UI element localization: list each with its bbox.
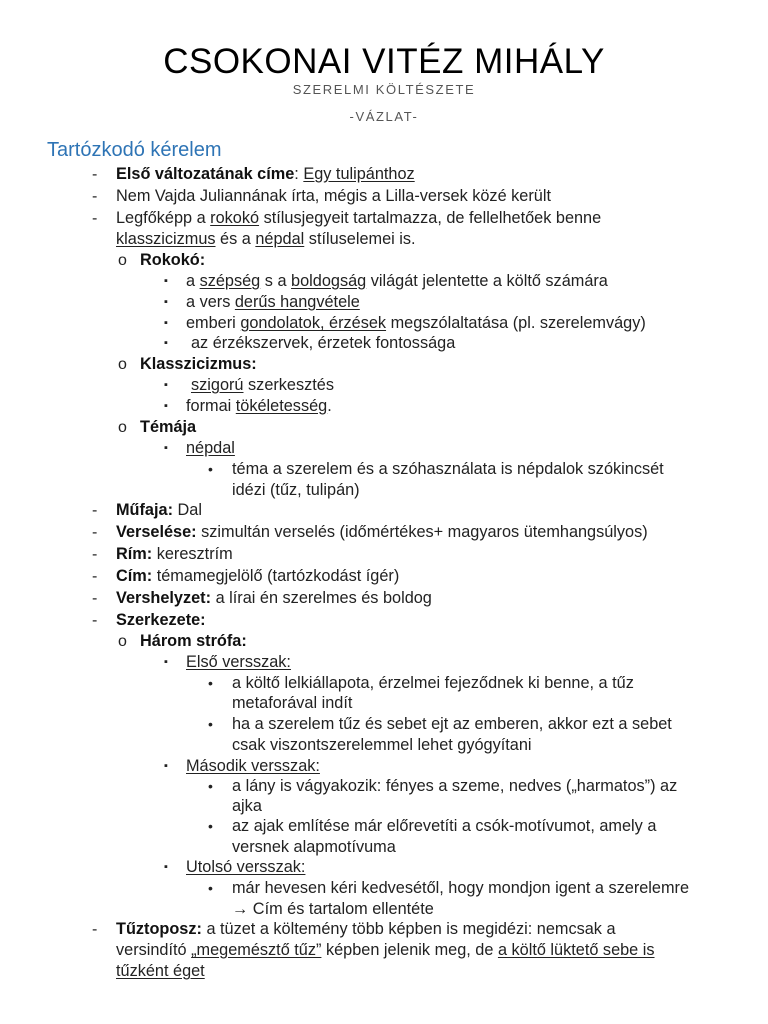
stanza-2-item-1-cont: ajka — [232, 797, 262, 815]
stanza-3-heading: Utolsó versszak: — [186, 858, 306, 876]
classicism-item-1: szigorú szerkesztés — [191, 376, 334, 394]
round-bullet: • — [208, 675, 213, 691]
dash-marker: - — [92, 590, 98, 607]
round-bullet: • — [208, 461, 213, 477]
theme-heading: Témája — [140, 418, 197, 436]
title-type-line: Cím: témamegjelölő (tartózkodást ígér) — [116, 567, 400, 585]
dash-marker: - — [92, 546, 98, 563]
stanza-1-item-2-cont: csak viszontszerelemmel lehet gyógyítani — [232, 736, 532, 754]
square-bullet: ▪ — [164, 442, 168, 454]
square-bullet: ▪ — [164, 275, 168, 287]
rococo-item-2: a vers derűs hangvétele — [186, 293, 360, 311]
stanza-1-item-1: a költő lelkiállapota, érzelmei fejeződnek ki benne, a tűz — [232, 674, 634, 692]
style-line: Legfőképp a rokokó stílusjegyeit tartalmazza, de fellelhetőek benne — [116, 209, 602, 227]
square-bullet: ▪ — [164, 861, 168, 873]
theme-sub-item-cont: idézi (tűz, tulipán) — [232, 481, 360, 499]
square-bullet: ▪ — [164, 656, 168, 668]
classicism-item-2: formai tökéletesség. — [186, 397, 332, 415]
dash-marker: - — [92, 188, 98, 205]
stanza-3-item-1-cont: → Cím és tartalom ellentéte — [232, 900, 434, 918]
document-title: CSOKONAI VITÉZ MIHÁLY — [163, 42, 605, 81]
first-title-line: Első változatának címe: Egy tulipánthoz — [116, 165, 415, 183]
structure-line: Szerkezete: — [116, 611, 206, 629]
round-bullet: • — [208, 818, 213, 834]
stanza-2-item-2-cont: versnek alapmotívuma — [232, 838, 396, 856]
fire-topos-line-end: tűzként éget — [116, 962, 205, 980]
round-bullet: • — [208, 716, 213, 732]
rococo-item-4: az érzékszervek, érzetek fontossága — [191, 334, 456, 352]
stanza-1-item-2: ha a szerelem tűz és sebet ejt az emberen, akkor ezt a sebet — [232, 715, 672, 733]
situation-line: Vershelyzet: a lírai én szerelmes és boldog — [116, 589, 432, 607]
dash-marker: - — [92, 502, 98, 519]
round-bullet: • — [208, 880, 213, 896]
stanza-2-item-2: az ajak említése már előrevetíti a csók-motívumot, amely a — [232, 817, 657, 835]
stanza-1-item-1-cont: metaforával indít — [232, 694, 353, 712]
dash-marker: - — [92, 524, 98, 541]
fire-topos-line: Tűztoposz: a tüzet a költemény több képben is megidézi: nemcsak a — [116, 920, 616, 938]
square-bullet: ▪ — [164, 760, 168, 772]
stanza-2-item-1: a lány is vágyakozik: fényes a szeme, nedves („harmatos”) az — [232, 777, 678, 795]
fire-topos-line-cont: versindító „megemésztő tűz” képben jelenik meg, de a költő lüktető sebe is — [116, 941, 655, 959]
rococo-item-3: emberi gondolatok, érzések megszólaltatása (pl. szerelemvágy) — [186, 314, 646, 332]
stanza-2-heading: Második versszak: — [186, 757, 320, 775]
rococo-heading: Rokokó: — [140, 251, 206, 269]
square-bullet: ▪ — [164, 379, 168, 391]
square-bullet: ▪ — [164, 317, 168, 329]
meter-line: Verselése: szimultán verselés (időmértékes+ magyaros ütemhangsúlyos) — [116, 523, 648, 541]
written-for-line: Nem Vajda Juliannának írta, mégis a Lilla-versek közé került — [116, 187, 551, 205]
classicism-heading: Klasszicizmus: — [140, 355, 257, 373]
document-subtitle: SZERELMI KÖLTÉSZETE — [292, 82, 476, 97]
circle-marker: o — [118, 252, 127, 269]
three-stanzas-heading: Három strófa: — [140, 632, 247, 650]
rhyme-line: Rím: keresztrím — [116, 545, 233, 563]
stanza-3-item-1: már hevesen kéri kedvesétől, hogy mondjon igent a szerelemre — [232, 879, 690, 897]
square-bullet: ▪ — [164, 296, 168, 308]
circle-marker: o — [118, 419, 127, 436]
dash-marker: - — [92, 568, 98, 585]
section-heading: Tartózkodó kérelem — [47, 139, 222, 161]
theme-item-1: népdal — [186, 439, 235, 457]
draft-label: -VÁZLAT- — [349, 109, 419, 124]
circle-marker: o — [118, 356, 127, 373]
rococo-item-1: a szépség s a boldogság világát jelentette a költő számára — [186, 272, 608, 290]
style-line-cont: klasszicizmus és a népdal stíluselemei is. — [116, 230, 416, 248]
round-bullet: • — [208, 778, 213, 794]
square-bullet: ▪ — [164, 337, 168, 349]
genre-line: Műfaja: Dal — [116, 501, 202, 519]
dash-marker: - — [92, 921, 98, 938]
theme-sub-item: téma a szerelem és a szóhasználata is népdalok szókincsét — [232, 460, 664, 478]
stanza-1-heading: Első versszak: — [186, 653, 291, 671]
square-bullet: ▪ — [164, 400, 168, 412]
circle-marker: o — [118, 633, 127, 650]
dash-marker: - — [92, 612, 98, 629]
dash-marker: - — [92, 166, 98, 183]
dash-marker: - — [92, 210, 98, 227]
